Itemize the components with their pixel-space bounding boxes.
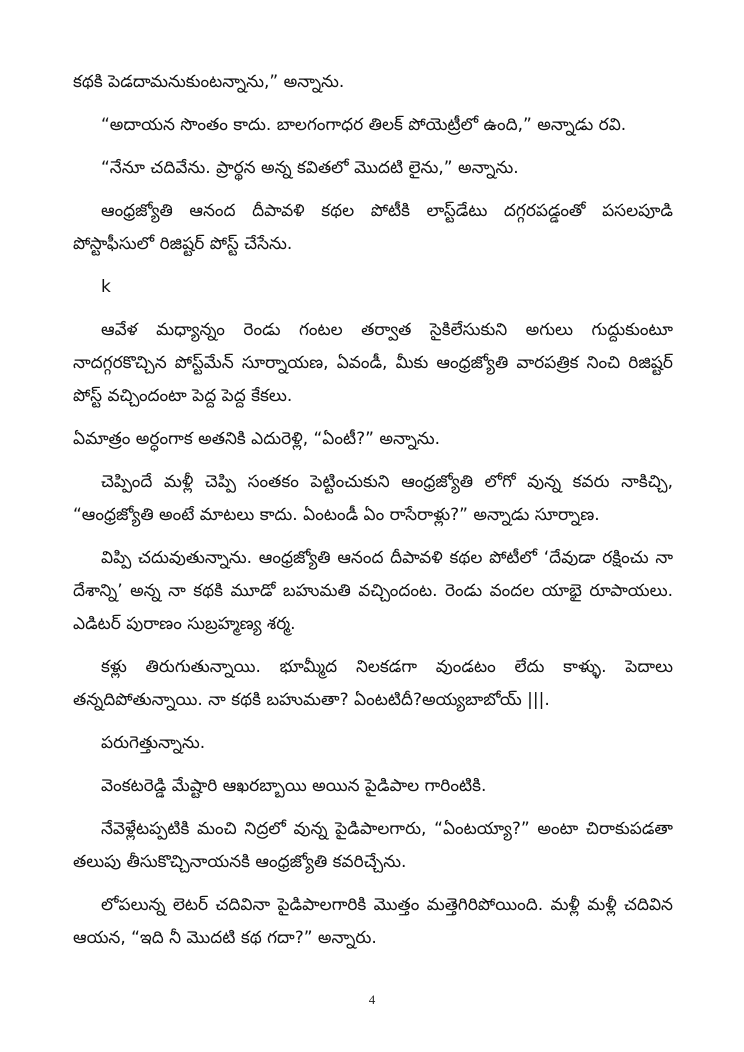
paragraph: “అదాయన సొంతం కాదు. బాలగంగాధర తిలక్ పోయెట్రీలో ఉంది,” అన్నాడు రవి. (101, 115, 627, 135)
paragraph: ఏమాత్రం అర్ధంగాక అతనికి ఎదురెళ్లి, “ఏంటీ?” అన్నాను. (73, 429, 441, 449)
paragraph: చెప్పిందే మళ్లీ చెప్పి సంతకం పెట్టించుకుని ఆంధ్రజ్యోతి లోగో వున్న కవరు నాకిచ్చి, “ఆంధ్రజ్యోతి అంటే మాటలు కాదు. ఏంటండీ ఏం రాసేరాళ్లు?” అన్నాడు సూర్నాణ. (73, 472, 673, 525)
page-number: 4 (368, 992, 376, 1007)
paragraph: ఆంధ్రజ్యోతి ఆనంద దీపావళి కథల పోటీకి లాస్ట్‌డేటు దగ్గరపడ్డంతో పసలపూడి పోస్టాఫీసులో రిజిష్టర్ పోస్ట్ చేసేను. (73, 201, 673, 254)
page-body (73, 66, 673, 965)
paragraph: “నేనూ చదివేను. ప్రార్థన అన్న కవితలో మొదటి లైను,” అన్నాను. (101, 158, 519, 178)
paragraph: పరుగెత్తున్నాను. (101, 733, 206, 753)
paragraph: కళ్లు తిరుగుతున్నాయి. భూమ్మీద నిలకడగా వుండటం లేదు కాళ్ళు. పెదాలు తన్నదిపోతున్నాయి. నా కథకి బహుమతా? ఏంటటిదీ?అయ్యబాబోయ్ |||. (73, 657, 673, 710)
paragraph: విప్పి చదువుతున్నాను. ఆంధ్రజ్యోతి ఆనంద దీపావళి కథల పోటీలో ‘దేవుడా రక్షించు నా దేశాన్ని’ అన్న నా కథకి మూడో బహుమతి వచ్చిందంట. రెండు వందల యాభై రూపాయలు. ఎడిటర్ పురాణం సుబ్రహ్మణ్య శర్మ. (73, 548, 673, 634)
paragraph: లోపలున్న లెటర్ చదివినా పైడిపాలగారికి మొత్తం మత్తెగిరిపోయింది. మళ్లీ మళ్లీ చదివిన ఆయన, “ఇది నీ మొదటి కథ గదా?” అన్నారు. (73, 895, 673, 948)
paragraph: వెంకటరెడ్డి మేష్టారి ఆఖరబ్బాయి అయిన పైడిపాల గారింటికి. (101, 776, 487, 796)
paragraph: నేవెళ్లేటప్పటికి మంచి నిద్రలో వున్న పైడిపాలగారు, “ఏంటయ్యా?” అంటా చిరాకుపడతా తలుపు తీసుకొచ్చినాయనకి ఆంధ్రజ్యోతి కవరిచ్చేను. (73, 819, 673, 872)
paragraph: కథకి పెడదామనుకుంటన్నాను,” అన్నాను. (73, 72, 345, 92)
paragraph: ఆవేళ మధ్యాన్నం రెండు గంటల తర్వాత సైకిలేసుకుని అగులు గుద్దుకుంటూ నాదగ్గరకొచ్చిన పోస్ట్‌మేన్ సూర్నాయణ, ఏవండీ, మీకు ఆంధ్రజ్యోతి వారపత్రిక నించి రిజిష్టర్ పోస్ట్ వచ్చిందంటా పెద్ద పెద్ద కేకలు. (73, 320, 673, 406)
section-marker: k (101, 277, 111, 297)
